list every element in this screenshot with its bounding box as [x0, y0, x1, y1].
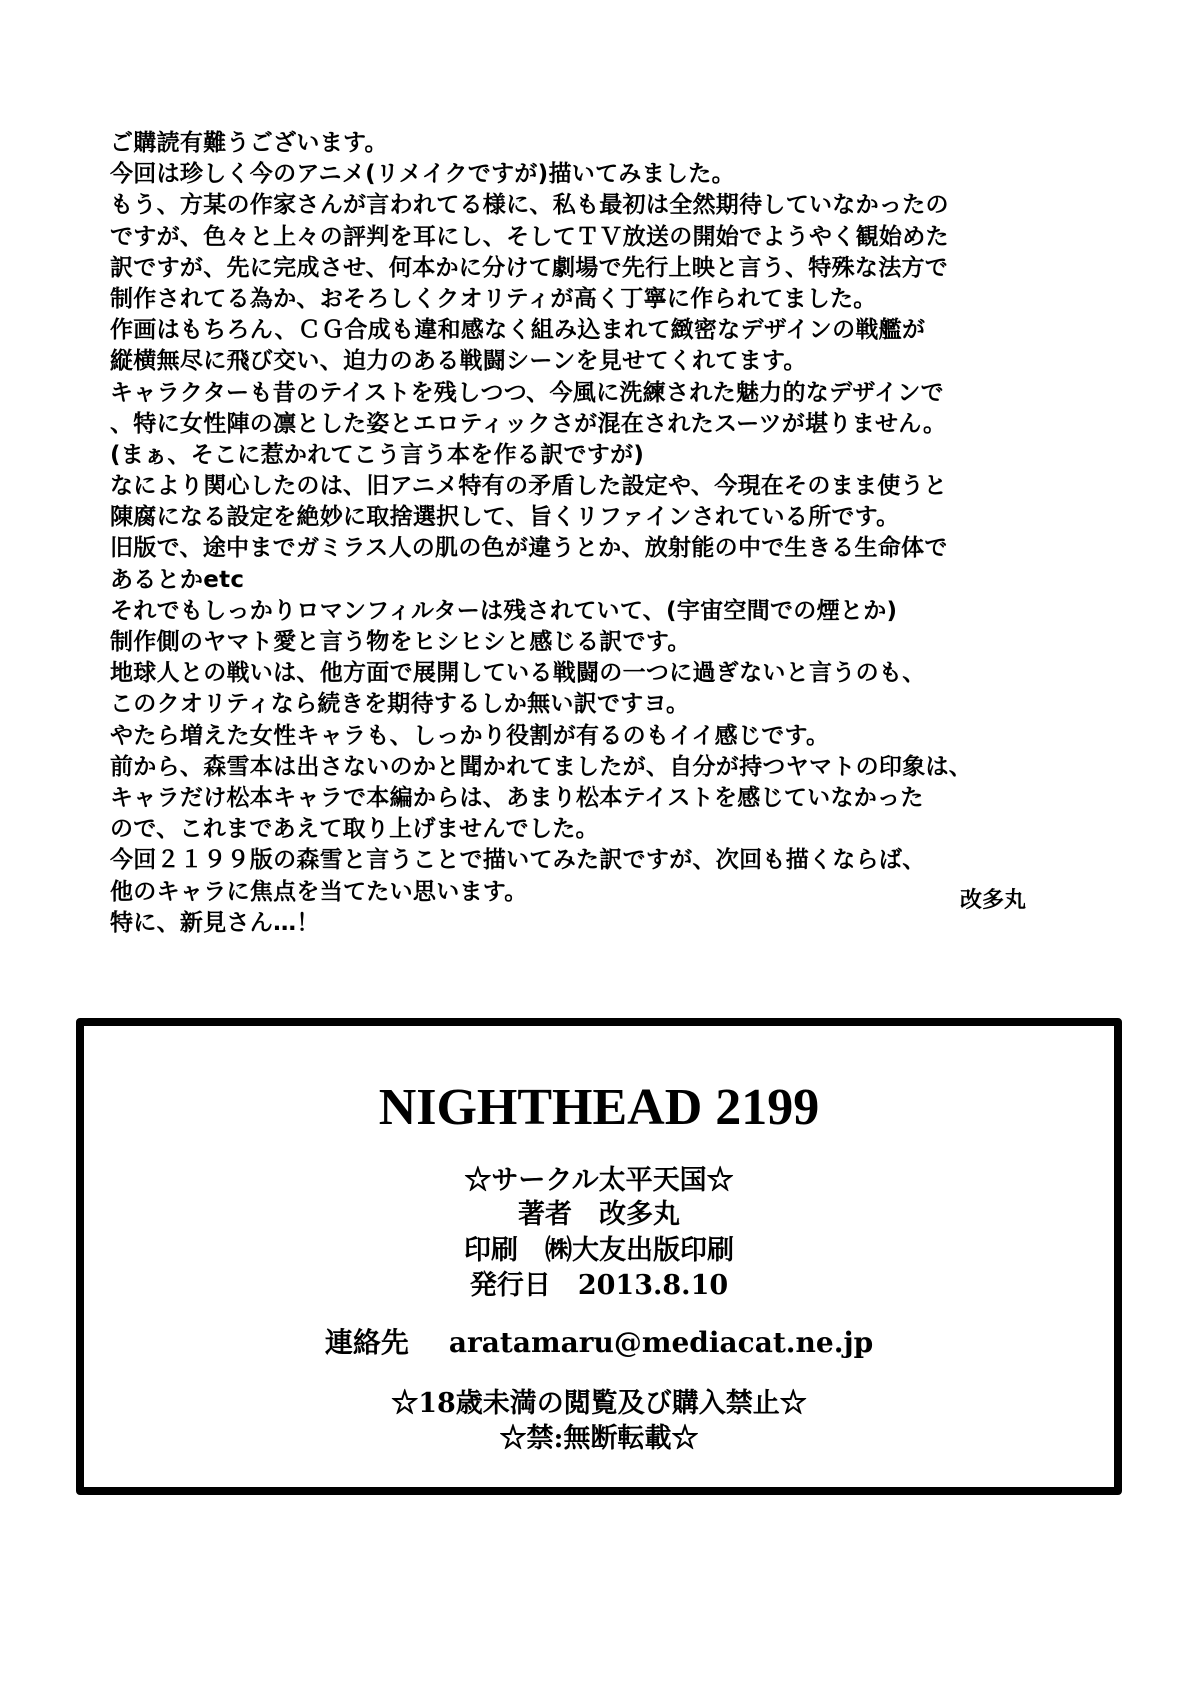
afterword-line: あるとかetc — [110, 566, 245, 593]
afterword-line: もう、方某の作家さんが言われてる様に、私も最初は全然期待していなかったの — [110, 192, 949, 219]
afterword-line: このクオリティなら続きを期待するしか無い訳ですヨ。 — [110, 691, 690, 718]
afterword-line: 訳ですが、先に完成させ、何本かに分けて劇場で先行上映と言う、特殊な法方で — [110, 254, 949, 281]
afterword-line: (まぁ、そこに惹かれてこう言う本を作る訳ですが) — [110, 441, 645, 468]
afterword-line: キャラだけ松本キャラで本編からは、あまり松本テイストを感じていなかった — [110, 784, 924, 811]
afterword-line: ですが、色々と上々の評判を耳にし、そしてＴＶ放送の開始でようやく観始めた — [110, 223, 949, 250]
publish-date: 発行日 2013.8.10 — [469, 1270, 729, 1301]
afterword-line: 、特に女性陣の凛とした姿とエロティックさが混在されたスーツが堪りません。 — [110, 410, 947, 437]
afterword-line: ご購読有難うございます。 — [110, 130, 388, 156]
afterword-line: 特に、新見さん…！ — [110, 909, 320, 936]
author-signature: 改多丸 — [960, 888, 1027, 913]
afterword-line: 陳腐になる設定を絶妙に取捨選択して、旨くリファインされている所です。 — [110, 504, 900, 531]
afterword-line: なにより関心したのは、旧アニメ特有の矛盾した設定や、今現在そのまま使うと — [110, 473, 948, 500]
afterword-text — [110, 128, 1110, 939]
printer-line: 印刷 ㈱大友出版印刷 — [464, 1235, 734, 1266]
afterword-line: 旧版で、途中までガミラス人の肌の色が違うとか、放射能の中で生きる生命体で — [110, 535, 948, 562]
afterword-line: 制作されてる為か、おそろしくクオリティが高く丁寧に作られてました。 — [110, 285, 877, 312]
colophon-box — [76, 1018, 1122, 1495]
contact-label: 連絡先 — [324, 1326, 409, 1359]
afterword-line: 他のキャラに焦点を当てたい思います。 — [110, 878, 528, 905]
afterword-line: ので、これまであえて取り上げませんでした。 — [110, 816, 599, 843]
afterword-line: 制作側のヤマト愛と言う物をヒシヒシと感じる訳です。 — [110, 629, 691, 655]
circle-name: ☆サークル太平天国☆ — [464, 1165, 734, 1196]
book-title: NIGHTHEAD 2199 — [378, 1079, 820, 1136]
afterword-line: 縦横無尽に飛び交い、迫力のある戦闘シーンを見せてくれてます。 — [110, 348, 807, 375]
afterword-line: 地球人との戦いは、他方面で展開している戦闘の一つに過ぎないと言うのも、 — [110, 660, 926, 687]
afterword-line: 前から、森雪本は出さないのかと聞かれてましたが、自分が持つヤマトの印象は、 — [110, 753, 973, 780]
afterword-line: やたら増えた女性キャラも、しっかり役割が有るのもイイ感じです。 — [110, 722, 830, 749]
afterword-line: 今回２１９９版の森雪と言うことで描いてみた訳ですが、次回も描くならば、 — [110, 847, 926, 874]
afterword-line: キャラクターも昔のテイストを残しつつ、今風に洗練された魅力的なデザインで — [110, 379, 944, 406]
afterword-line: それでもしっかりロマンフィルターは残されていて、(宇宙空間での煙とか) — [110, 597, 898, 624]
afterword-line: 今回は珍しく今のアニメ(リメイクですが)描いてみました。 — [110, 161, 735, 188]
afterword-line: 作画はもちろん、ＣＧ合成も違和感なく組み込まれて緻密なデザインの戦艦が — [110, 317, 926, 344]
contact-email: aratamaru@mediacat.ne.jp — [448, 1326, 874, 1359]
no-reprint-notice: ☆禁:無断転載☆ — [499, 1423, 699, 1454]
author-line: 著者 改多丸 — [518, 1199, 680, 1230]
age-warning: ☆18歳未満の閲覧及び購入禁止☆ — [391, 1388, 807, 1419]
contact-line — [84, 1321, 1114, 1361]
